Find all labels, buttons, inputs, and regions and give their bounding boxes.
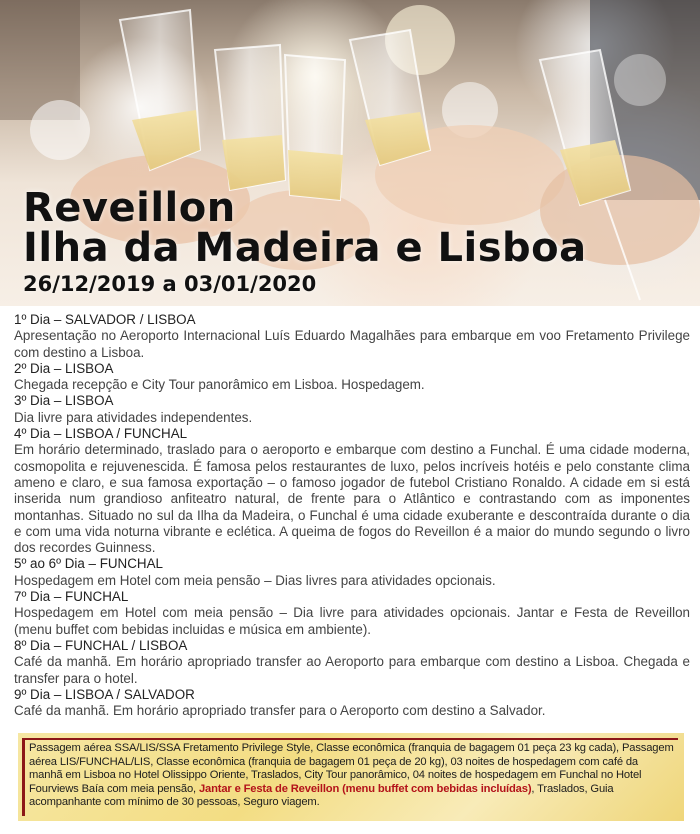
hero-title-line1: Reveillon <box>23 185 236 231</box>
day-description: Café da manhã. Em horário apropriado transfer para o Aeroporto com destino a Salvador. <box>14 703 546 719</box>
day-description: Hospedagem em Hotel com meia pensão – Dias livres para atividades opcionais. <box>14 572 496 588</box>
day-title: 7º Dia – FUNCHAL <box>14 589 129 605</box>
package-text-before: Passagem aérea SSA/LIS/SSA Fretamento Privilege Style, Classe econômica (franquia de bagagem 01 peça 23 kg cada), Passagem aérea LIS/FUNCHAL/LIS, Classe econômica (franquia de bagagem 01 peça de 20 kg), 03 noites de hospedagem com café da manhã em Lisboa no Hotel Olissippo Oriente, Traslados, City Tour panorâmico, 04 noites de hospedagem em Funchal no Hotel Fourviews Baía com meia pensão, <box>29 742 674 795</box>
day-title: 5º ao 6º Dia – FUNCHAL <box>14 556 163 572</box>
day-description: Hospedagem em Hotel com meia pensão – Dia livre para atividades opcionais. Jantar e Festa de Reveillon (menu buffet com bebidas incluidas e música em ambiente). <box>14 605 690 637</box>
day-description: Em horário determinado, traslado para o aeroporto e embarque com destino a Funchal. É uma cidade moderna, cosmopolita e rejuvenescida. É famosa pelos restaurantes de luxo, pelos incríveis hotéis e pelo constante clima ameno e claro, e sua famosa exportação – o famoso jogador de futebol Cristiano Ronaldo. A cidade em si está inserida num grandioso anfiteatro natural, de frente para o Atlântico e contrastando com as imponentes montanhas. Situado no sul da Ilha da Madeira, o Funchal é uma cidade exuberante e descontraída durante o dia e com uma vida noturna vibrante e eclética. A queima de fogos do Reveillon é a maior do mundo segundo o livro dos recordes Guinness. <box>14 442 690 556</box>
hero-banner <box>0 0 700 306</box>
hero-dates: 26/12/2019 a 03/01/2020 <box>23 272 317 296</box>
package-includes-box <box>18 733 684 821</box>
hero-title-line2: Ilha da Madeira e Lisboa <box>23 225 587 271</box>
day-description: Apresentação no Aeroporto Internacional Luís Eduardo Magalhães para embarque em voo Fretamento Privilege com destino a Lisboa. <box>14 328 690 360</box>
day-title: 2º Dia – LISBOA <box>14 360 114 376</box>
day-title: 4º Dia – LISBOA / FUNCHAL <box>14 426 188 442</box>
day-title: 1º Dia – SALVADOR / LISBOA <box>14 312 196 327</box>
day-description: Café da manhã. Em horário apropriado transfer ao Aeroporto para embarque com destino a Lisboa. Chegada e transfer para o hotel. <box>14 654 690 686</box>
package-includes-frame <box>22 738 678 816</box>
day-description: Dia livre para atividades independentes. <box>14 409 253 425</box>
day-title: 9º Dia – LISBOA / SALVADOR <box>14 686 195 702</box>
itinerary <box>14 312 690 719</box>
package-highlight: Jantar e Festa de Reveillon (menu buffet com bebidas incluídas) <box>198 782 532 795</box>
package-includes-text <box>29 742 674 810</box>
day-description: Chegada recepção e City Tour panorâmico em Lisboa. Hospedagem. <box>14 377 425 393</box>
day-title: 3º Dia – LISBOA <box>14 393 114 409</box>
day-title: 8º Dia – FUNCHAL / LISBOA <box>14 637 188 653</box>
package-text-after: , Traslados, Guia acompanhante com mínimo de 30 pessoas, Seguro viagem. <box>29 782 614 809</box>
